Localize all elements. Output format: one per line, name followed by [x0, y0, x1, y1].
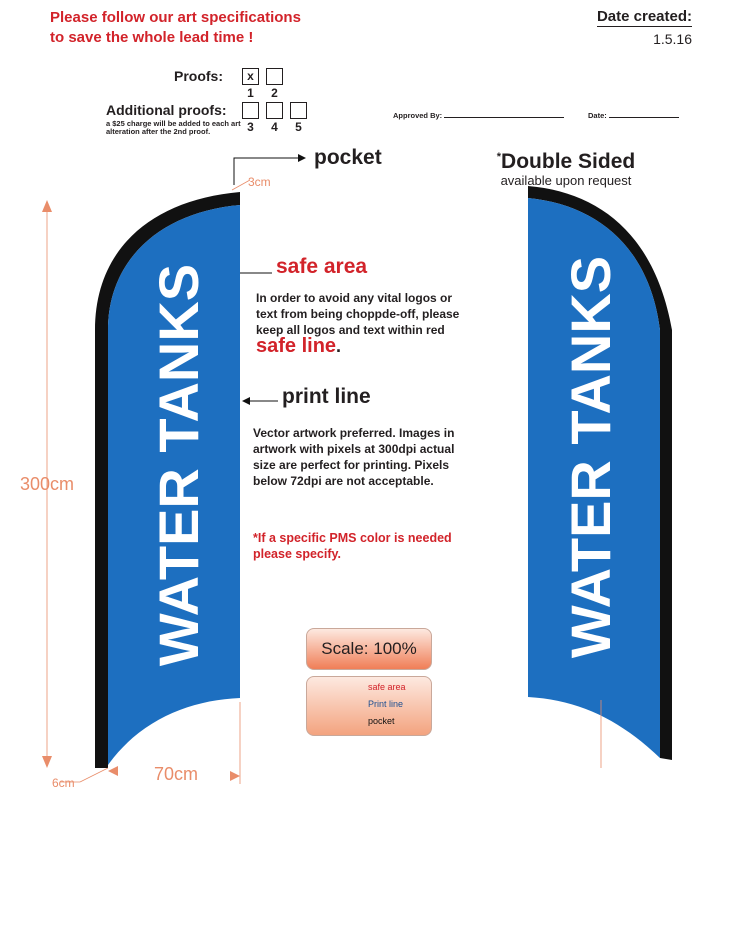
- pocket-label: pocket: [314, 146, 382, 169]
- double-sided-note: [486, 145, 646, 188]
- proof-number-4: 4: [271, 120, 278, 134]
- date-created-value: 1.5.16: [653, 31, 692, 47]
- double-sided-title: Double Sided: [501, 150, 636, 173]
- bottom-dimension-label: 6cm: [52, 776, 75, 790]
- legend-safe-area: safe area: [368, 682, 406, 692]
- proof-number-3: 3: [247, 120, 254, 134]
- safe-area-period: .: [336, 336, 342, 356]
- scale-badge: Scale: 100%: [306, 628, 432, 670]
- proofs-label: Proofs:: [174, 68, 223, 84]
- top-dimension-label: 3cm: [248, 175, 271, 189]
- height-dimension-label: 300cm: [20, 474, 75, 494]
- legend-print-line: Print line: [368, 699, 404, 709]
- approved-by-label: Approved By:: [393, 111, 443, 120]
- proof-checkbox-1[interactable]: x: [242, 68, 259, 85]
- pms-color-note: *If a specific PMS color is needed please specify.: [253, 531, 452, 561]
- notice-line-2: to save the whole lead time !: [50, 29, 254, 46]
- safe-area-text: In order to avoid any vital logos or text from being choppde-off, please keep all logos and text within red: [256, 291, 460, 337]
- safe-area-description: [256, 290, 461, 356]
- legend-box: [306, 676, 432, 736]
- double-sided-star: *: [496, 151, 502, 163]
- print-line-title: print line: [282, 385, 371, 408]
- notice-line-1: Please follow our art specifications: [50, 9, 301, 26]
- additional-proofs-note: a $25 charge will be added to each art alteration after the 2nd proof.: [106, 119, 241, 136]
- date-created-label: Date created:: [596, 8, 692, 25]
- safe-area-title: safe area: [276, 255, 368, 278]
- proof-number-5: 5: [295, 120, 302, 134]
- double-sided-subtitle: available upon request: [500, 173, 632, 188]
- width-dimension-label: 70cm: [154, 764, 199, 784]
- right-flag-text: WATER TANKS: [559, 255, 622, 659]
- approval-date-label: Date:: [588, 111, 607, 120]
- safe-line-emphasis: safe line: [256, 335, 337, 357]
- proof-number-1: 1: [247, 86, 254, 100]
- left-flag-text: WATER TANKS: [147, 263, 210, 667]
- proof-number-2: 2: [271, 86, 278, 100]
- legend-pocket: pocket: [368, 716, 395, 726]
- additional-proofs-label: Additional proofs:: [106, 102, 227, 118]
- print-line-description: Vector artwork preferred. Images in artwork with pixels at 300dpi actual size are perfect for printing. Pixels below 72dpi are not acceptable.: [253, 426, 455, 488]
